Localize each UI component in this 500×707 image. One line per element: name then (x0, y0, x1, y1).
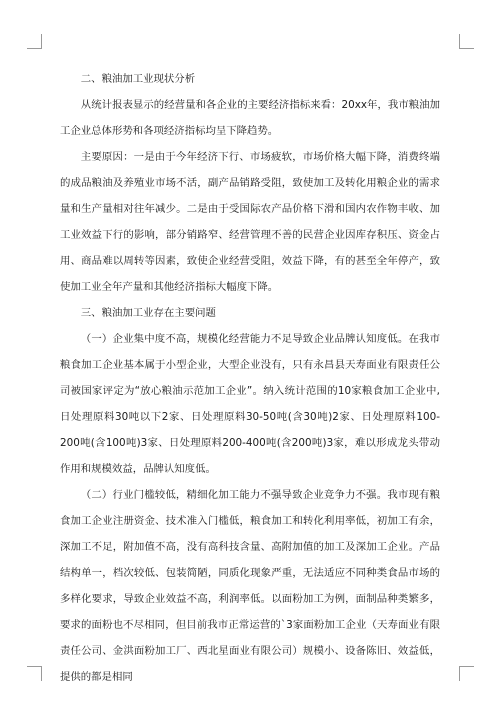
crop-mark-bottom-left (27, 666, 42, 681)
paragraph-problem-two: （二）行业门槛较低，精细化加工能力不强导致企业竞争力不强。我市现有粮食加工企业注册资金、技术准入门槛低，粮食加工和转化利用率低，初加工有余，深加工不足，附加值不高，没有高科技含量、高附加值的加工及深加工企业。产品结构单一，档次较低、包装简陋，同质化现象严重，无法适应不同种类食品市场的多样化要求，导致企业效益不高，利润率低。以面粉加工为例，面制品种类繁多，要求的面粉也不尽相同，但目前我市正常运营的`3家面粉加工企业（天寿面业有限责任公司、金洪面粉加工厂、西北星面业有限公司）规模小、设备陈旧、效益低，提供的都是相同 (60, 489, 440, 683)
crop-mark-top-left (27, 34, 42, 49)
crop-mark-top-right (459, 34, 474, 49)
paragraph-main-reasons: 主要原因：一是由于今年经济下行、市场疲软，市场价格大幅下降，消费终端的成品粮油及养殖业市场不活，副产品销路受阻，致使加工及转化用粮企业的需求量和生产量相对往年减少。二是由于受国际农产品价格下滑和国内农作物丰收、加工业效益下行的影响，部分销路窄、经营管理不善的民营企业因库存积压、资金占用、商品难以周转等因素，致使企业经营受阻，效益下降，有的甚至全年停产，致使加工业全年产量和其他经济指标大幅度下降。 (60, 151, 440, 293)
section-heading-status: 二、粮油加工业现状分析 (80, 73, 196, 85)
paragraph-problem-one: （一）企业集中度不高，规模化经营能力不足导致企业品牌认知度低。在我市粮食加工企业基本属于小型企业，大型企业没有，只有永昌县天寿面业有限责任公司被国家评定为“放心粮油示范加工企业”。纳入统计范围的10家粮食加工企业中,日处理原料30吨以下2家、日处理原料30-50吨(含30吨)2家、日处理原料100-200吨(含100吨)3家、日处理原料200-400吨(含200吨)3家，难以形成龙头带动作用和规模效益，品牌认知度低。 (60, 333, 440, 475)
document-body (60, 66, 440, 690)
crop-mark-bottom-right (459, 666, 474, 681)
section-heading-problems: 三、粮油加工业存在主要问题 (80, 307, 216, 319)
paragraph-statistics: 从统计报表显示的经营量和各企业的主要经济指标来看：20xx年，我市粮油加工企业总体形势和各项经济指标均呈下降趋势。 (60, 99, 440, 137)
